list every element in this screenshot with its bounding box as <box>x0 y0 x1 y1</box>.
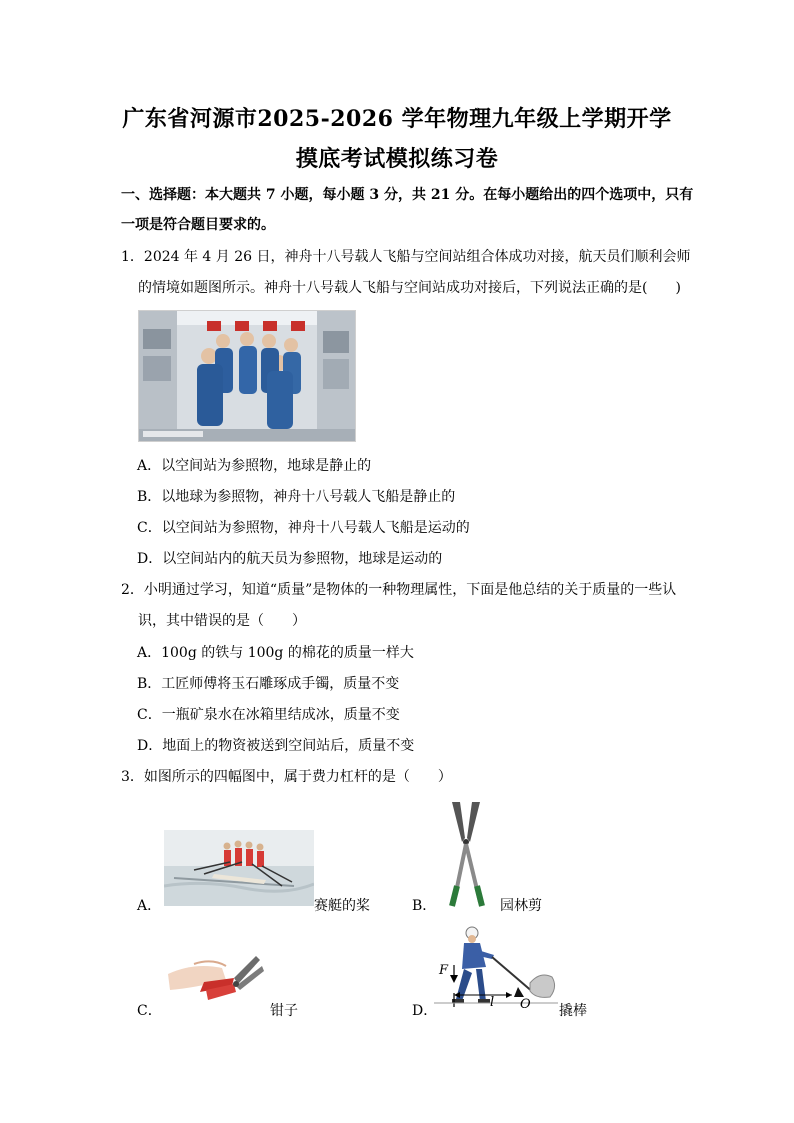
q1-option-b: B．以地球为参照物，神舟十八号载人飞船是静止的 <box>137 489 456 505</box>
q1-space-station-photo <box>138 310 356 442</box>
q2-stem-line1: 2．小明通过学习，知道“质量”是物体的一种物理属性，下面是他总结的关于质量的一些认 <box>121 582 677 598</box>
q2-option-b: B．工匠师傅将玉石雕琢成手镯，质量不变 <box>137 676 400 692</box>
section-header-line2: 一项是符合题目要求的。 <box>121 217 275 233</box>
q2-option-d: D．地面上的物资被送到空间站后，质量不变 <box>137 738 415 754</box>
q3-garden-shears-image <box>434 798 498 908</box>
q1-stem-line1: 1．2024 年 4 月 26 日，神舟十八号载人飞船与空间站组合体成功对接，航天员们顺利会师 <box>121 249 691 265</box>
q3-crowbar-image <box>434 925 558 1017</box>
q3-option-a-caption: 赛艇的桨 <box>314 898 370 914</box>
q3-option-c-caption: 钳子 <box>270 1003 298 1019</box>
q3-stem: 3．如图所示的四幅图中，属于费力杠杆的是（ ） <box>121 769 452 785</box>
q2-option-c: C．一瓶矿泉水在冰箱里结成冰，质量不变 <box>137 707 400 723</box>
q1-option-a: A．以空间站为参照物，地球是静止的 <box>137 458 372 474</box>
q3-option-d-caption: 撬棒 <box>559 1003 587 1019</box>
exam-title-line1: 广东省河源市2025-2026 学年物理九年级上学期开学 <box>122 106 672 132</box>
q3-option-b-caption: 园林剪 <box>500 898 542 914</box>
q3-option-d-letter: D． <box>412 1003 438 1019</box>
lever-force-label: F <box>439 963 449 978</box>
lever-pivot-label: O <box>520 997 531 1012</box>
section-header-line1: 一、选择题：本大题共 7 小题，每小题 3 分，共 21 分。在每小题给出的四个选项中，只有 <box>121 187 694 203</box>
q3-option-c-letter: C． <box>137 1003 162 1019</box>
q1-option-c: C．以空间站为参照物，神舟十八号载人飞船是运动的 <box>137 520 470 536</box>
q3-pliers-image <box>164 944 268 1014</box>
q1-stem-line2: 的情境如题图所示。神舟十八号载人飞船与空间站成功对接后，下列说法正确的是( ) <box>138 280 681 296</box>
q2-option-a: A．100g 的铁与 100g 的棉花的质量一样大 <box>137 645 414 661</box>
lever-length-label: l <box>490 995 495 1010</box>
q3-option-b-letter: B． <box>412 898 437 914</box>
q2-stem-line2: 识，其中错误的是（ ） <box>138 613 306 629</box>
q3-option-a-letter: A． <box>137 898 162 914</box>
exam-title-line2: 摸底考试模拟练习卷 <box>295 146 499 172</box>
q1-option-d: D．以空间站内的航天员为参照物，地球是运动的 <box>137 551 443 567</box>
q3-rowing-image <box>164 830 314 906</box>
